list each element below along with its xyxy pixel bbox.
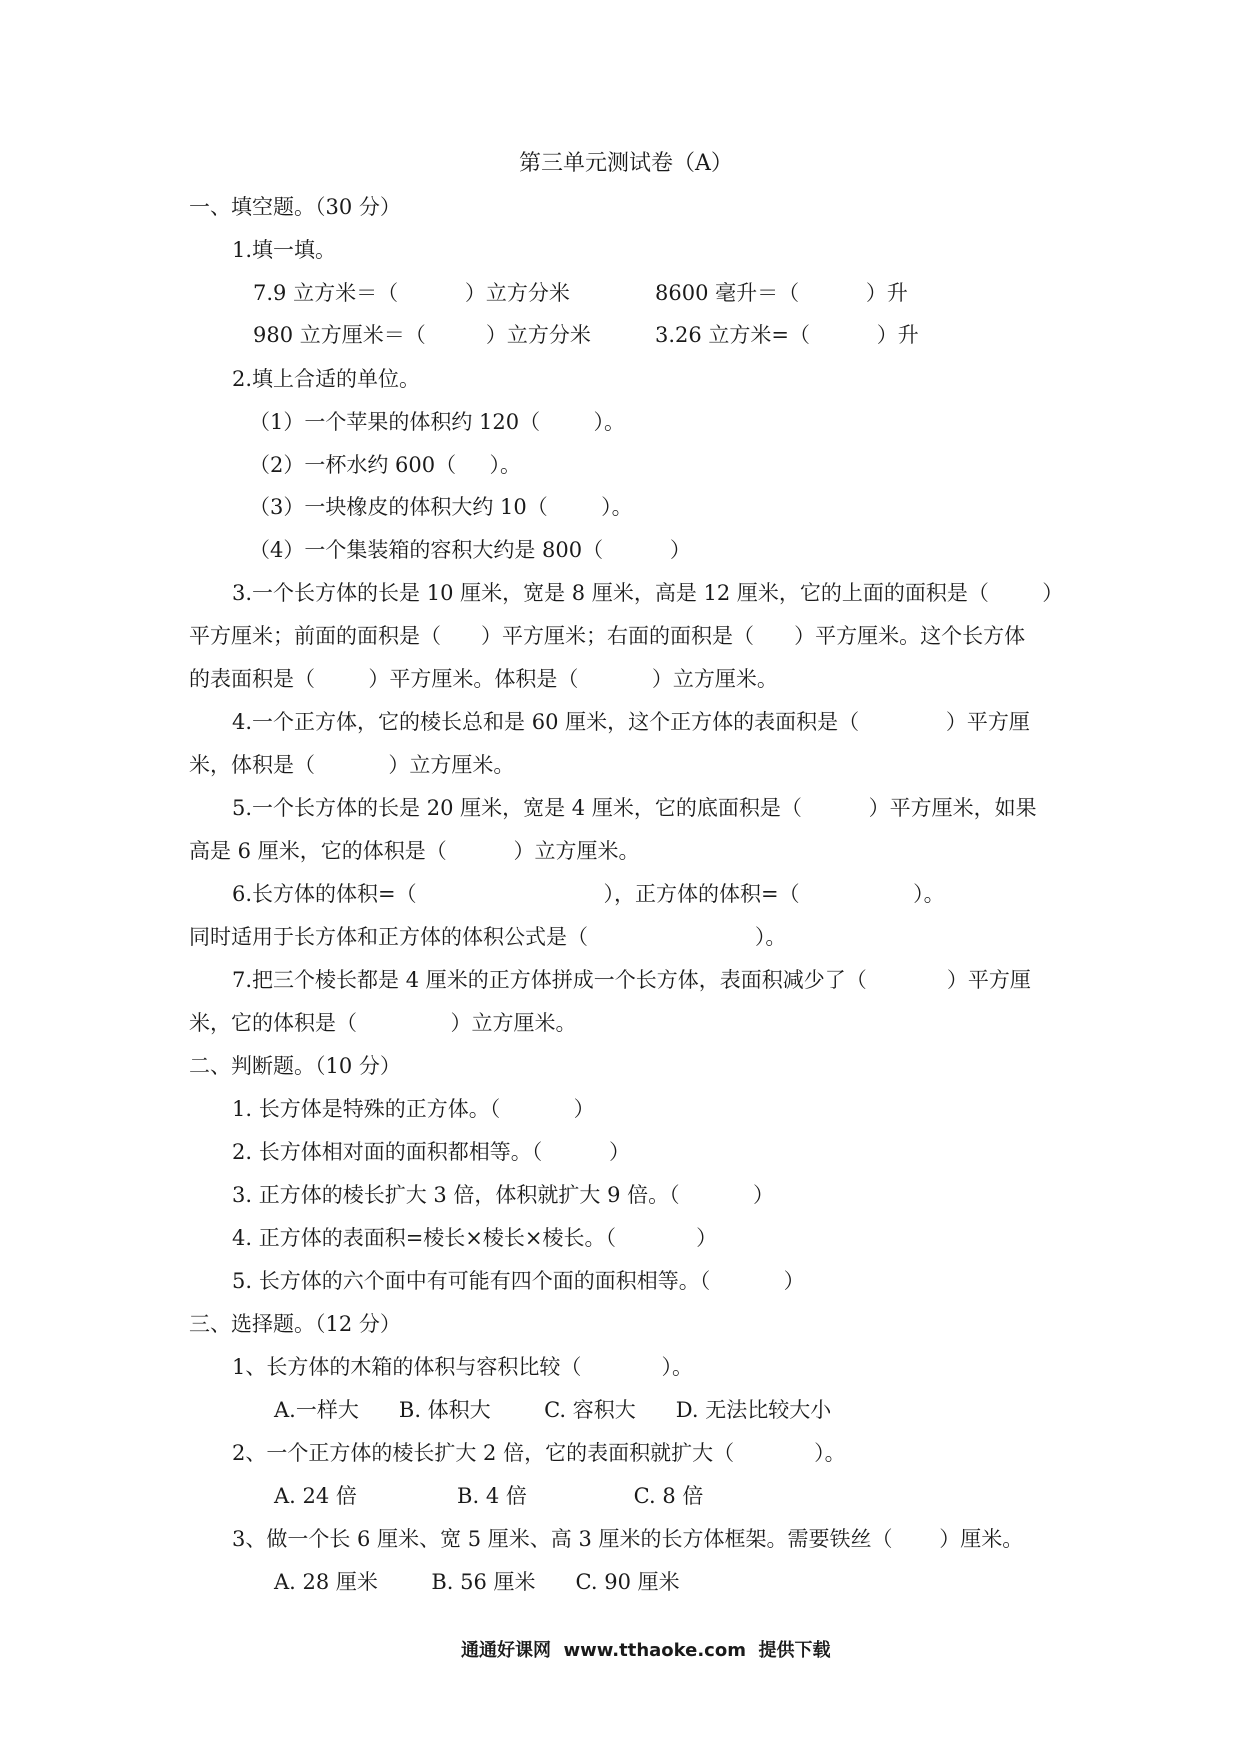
q2-item-4: （4）一个集装箱的容积大约是 800（ ） (249, 538, 691, 562)
q3-line-2: 平方厘米；前面的面积是（ ）平方厘米；右面的面积是（ ）平方厘米。这个长方体 (189, 624, 1026, 648)
q7-line-2: 米，它的体积是（ ）立方厘米。 (189, 1011, 577, 1035)
tf-item-2: 2. 长方体相对面的面积都相等。（ ） (232, 1140, 630, 1164)
q1-row2-left: 980 立方厘米＝（ ）立方分米 (253, 323, 591, 347)
q3-line-3: 的表面积是（ ）平方厘米。体积是（ ）立方厘米。 (189, 667, 778, 691)
tf-item-4: 4. 正方体的表面积=棱长×棱长×棱长。（ ） (232, 1226, 718, 1250)
mc-q2-options: A. 24 倍 B. 4 倍 C. 8 倍 (274, 1484, 704, 1508)
q4-line-1: 4.一个正方体，它的棱长总和是 60 厘米，这个正方体的表面积是（ ）平方厘 (232, 710, 1030, 734)
mc-q1-stem: 1、长方体的木箱的体积与容积比较（ ）。 (232, 1355, 693, 1379)
q2-item-2: （2）一杯水约 600（ ）。 (249, 453, 521, 477)
mc-q3-options: A. 28 厘米 B. 56 厘米 C. 90 厘米 (274, 1570, 680, 1594)
q7-line-1: 7.把三个棱长都是 4 厘米的正方体拼成一个长方体，表面积减少了（ ）平方厘 (232, 968, 1031, 992)
section-heading-multiple-choice: 三、选择题。（12 分） (189, 1312, 401, 1336)
q2-label: 2.填上合适的单位。 (232, 367, 421, 391)
q6-line-2: 同时适用于长方体和正方体的体积公式是（ ）。 (189, 925, 787, 949)
mc-q2-stem: 2、一个正方体的棱长扩大 2 倍，它的表面积就扩大（ ）。 (232, 1441, 846, 1465)
mc-q3-stem: 3、做一个长 6 厘米、宽 5 厘米、高 3 厘米的长方体框架。需要铁丝（ ）厘米。 (232, 1527, 1024, 1551)
tf-item-3: 3. 正方体的棱长扩大 3 倍，体积就扩大 9 倍。（ ） (232, 1183, 775, 1207)
q2-item-1: （1）一个苹果的体积约 120（ ）。 (249, 410, 626, 434)
section-heading-true-false: 二、判断题。（10 分） (189, 1054, 401, 1078)
section-heading-fill-in: 一、填空题。（30 分） (189, 195, 401, 219)
q5-line-2: 高是 6 厘米，它的体积是（ ）立方厘米。 (189, 839, 640, 863)
q2-item-3: （3）一块橡皮的体积大约 10（ ）。 (249, 495, 633, 519)
q1-row2-right: 3.26 立方米=（ ）升 (655, 323, 919, 347)
tf-item-1: 1. 长方体是特殊的正方体。（ ） (232, 1097, 595, 1121)
q1-row1-right: 8600 毫升＝（ ）升 (655, 281, 908, 305)
q1-label: 1.填一填。 (232, 238, 337, 262)
q3-line-1: 3.一个长方体的长是 10 厘米，宽是 8 厘米，高是 12 厘米，它的上面的面积是（ ） (232, 581, 1064, 605)
footer-source: 通通好课网 www.tthaoke.com 提供下载 (461, 1640, 831, 1661)
tf-item-5: 5. 长方体的六个面中有可能有四个面的面积相等。（ ） (232, 1269, 805, 1293)
page-title: 第三单元测试卷（A） (519, 151, 733, 176)
q6-line-1: 6.长方体的体积=（ ），正方体的体积=（ ）。 (232, 882, 945, 906)
q1-row1-left: 7.9 立方米＝（ ）立方分米 (253, 281, 570, 305)
q4-line-2: 米，体积是（ ）立方厘米。 (189, 753, 515, 777)
q5-line-1: 5.一个长方体的长是 20 厘米，宽是 4 厘米，它的底面积是（ ）平方厘米，如果 (232, 796, 1037, 820)
mc-q1-options: A.一样大 B. 体积大 C. 容积大 D. 无法比较大小 (274, 1398, 832, 1422)
